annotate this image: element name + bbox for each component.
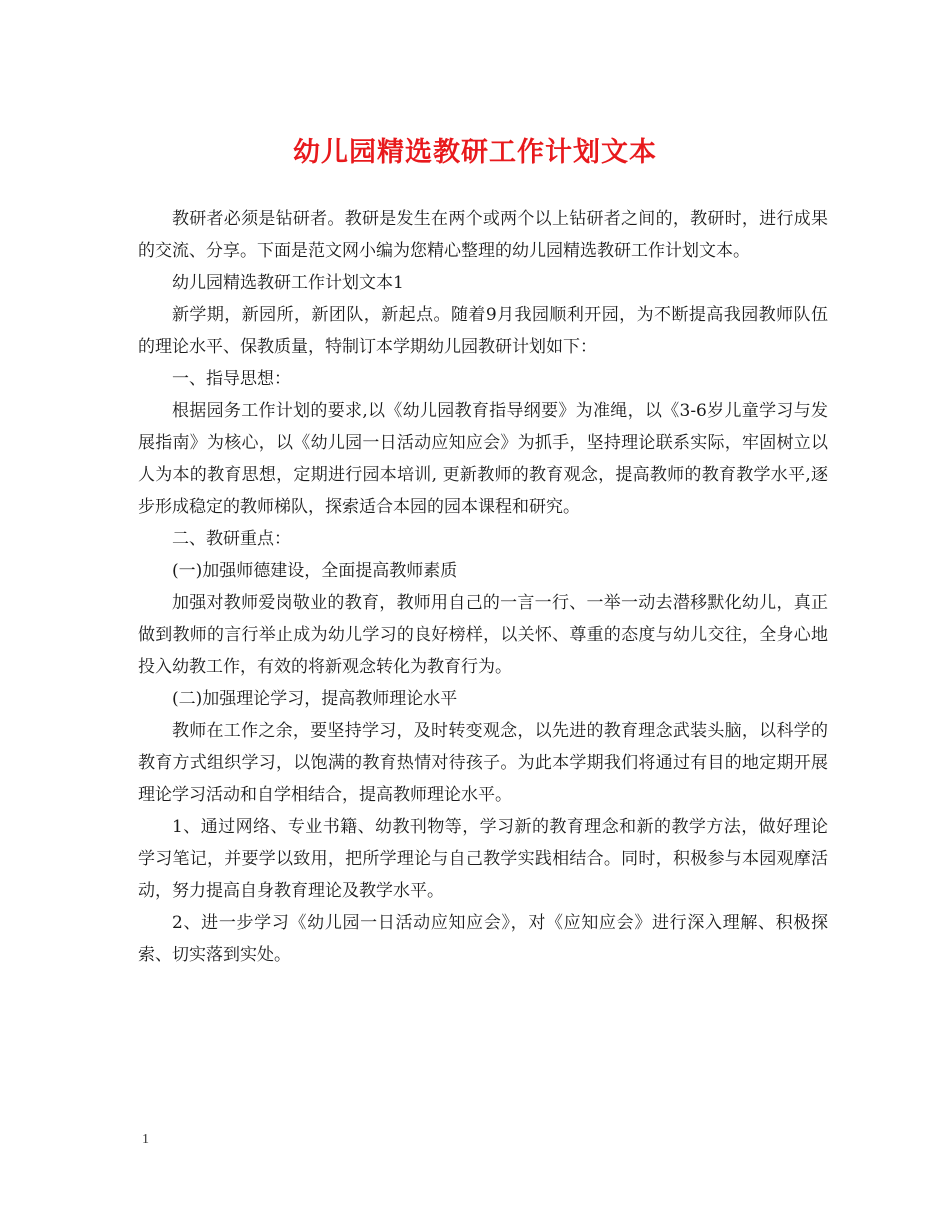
- paragraph-opening: 新学期，新园所，新团队，新起点。随着9月我园顺利开园，为不断提高我园教师队伍的理论水平、保教质量，特制订本学期幼儿园教研计划如下：: [138, 305, 828, 357]
- list-item-1: 1、通过网络、专业书籍、幼教刊物等，学习新的教育理念和新的教学方法，做好理论学习笔记，并要学以致用，把所学理论与自己教学实践相结合。同时，积极参与本园观摩活动，努力提高自身教育理论及教学水平。: [138, 817, 828, 901]
- page-number: 1: [142, 1132, 149, 1147]
- paragraph-ethics: 加强对教师爱岗敬业的教育，教师用自己的一言一行、一举一动去潜移默化幼儿，真正做到教师的言行举止成为幼儿学习的良好榜样，以关怀、尊重的态度与幼儿交往，全身心地投入幼教工作，有效的将新观念转化为教育行为。: [138, 593, 828, 677]
- heading-research-focus: 二、教研重点：: [172, 529, 291, 549]
- document-title: 幼儿园精选教研工作计划文本: [293, 137, 657, 168]
- paragraph-subtitle: 幼儿园精选教研工作计划文本1: [172, 273, 404, 293]
- subheading-theory: (二)加强理论学习，提高教师理论水平: [172, 689, 458, 709]
- list-item-2: 2、进一步学习《幼儿园一日活动应知应会》，对《应知应会》进行深入理解、积极探索、切实落到实处。: [138, 913, 828, 965]
- document-body: [138, 203, 828, 971]
- paragraph-theory: 教师在工作之余，要坚持学习，及时转变观念，以先进的教育理念武装头脑，以科学的教育方式组织学习，以饱满的教育热情对待孩子。为此本学期我们将通过有目的地定期开展理论学习活动和自学相结合，提高教师理论水平。: [138, 721, 828, 805]
- heading-guiding-thought: 一、指导思想：: [172, 369, 291, 389]
- paragraph-intro: 教研者必须是钻研者。教研是发生在两个或两个以上钻研者之间的，教研时，进行成果的交流、分享。下面是范文网小编为您精心整理的幼儿园精选教研工作计划文本。: [138, 209, 828, 261]
- paragraph-guiding-thought: 根据园务工作计划的要求,以《幼儿园教育指导纲要》为准绳，以《3-6岁儿童学习与发展指南》为核心，以《幼儿园一日活动应知应会》为抓手，坚持理论联系实际，牢固树立以人为本的教育思想，定期进行园本培训, 更新教师的教育观念，提高教师的教育教学水平,逐步形成稳定的教师梯队，探索适合本园的园本课程和研究。: [138, 401, 828, 517]
- subheading-ethics: (一)加强师德建设，全面提高教师素质: [172, 561, 458, 581]
